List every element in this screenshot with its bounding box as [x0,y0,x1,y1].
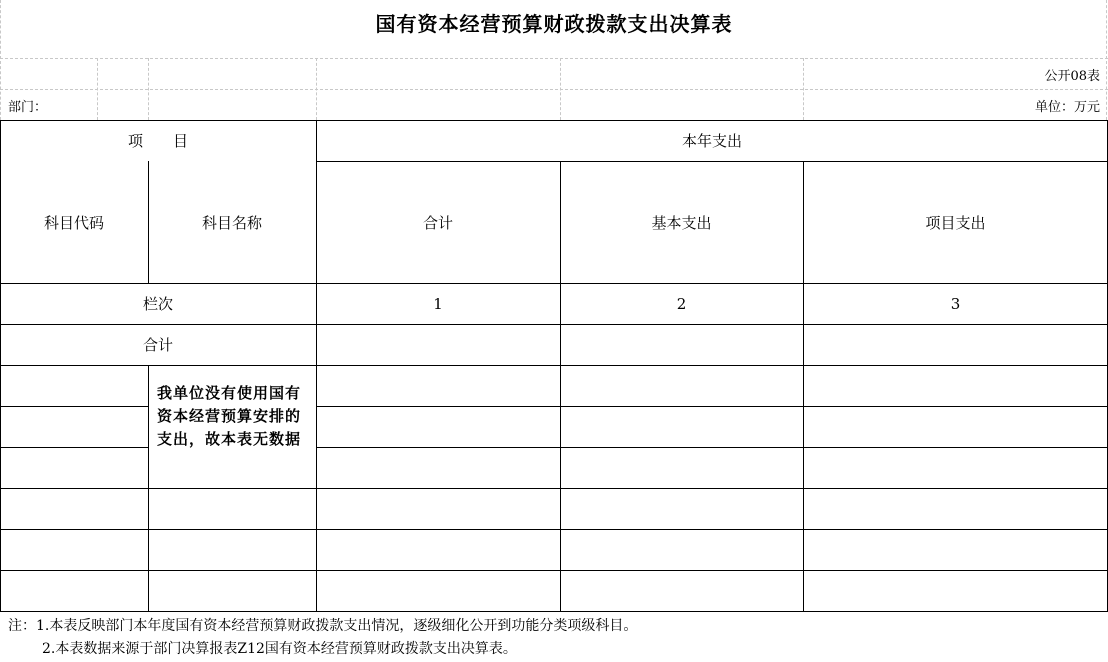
total-row-label: 合计 [142,336,173,354]
header-subject-name: 科目名称 [201,213,262,232]
column-index-3: 3 [950,294,961,313]
footnote-1: 注：1.本表反映部门本年度国有资本经营预算财政拨款支出情况，逐级细化公开到功能分类项级科目。 [8,618,638,634]
page-title: 国有资本经营预算财政拨款支出决算表 [375,12,733,36]
header-project: 项目支出 [925,213,986,232]
no-data-note: 我单位没有使用国有资本经营预算安排的支出，故本表无数据 [157,384,302,448]
gridline [316,58,317,120]
column-index-2: 2 [676,294,687,313]
department-label: 部门： [8,100,48,115]
gridline [97,58,98,120]
header-total: 合计 [422,213,453,232]
column-index-label: 栏次 [142,295,173,313]
header-current-year: 本年支出 [681,132,742,150]
header-subject-code: 科目代码 [43,213,104,232]
header-basic: 基本支出 [651,213,712,232]
form-code: 公开08表 [1044,69,1100,84]
footnote-2: 2.本表数据来源于部门决算报表Z12国有资本经营预算财政拨款支出决算表。 [42,641,517,657]
unit-label: 单位：万元 [1034,100,1100,115]
gridline [0,58,1108,59]
gridline [560,58,561,120]
column-index-1: 1 [433,294,443,313]
gridline [148,58,149,120]
gridline [803,58,804,120]
header-item: 项 目 [127,132,188,150]
gridline [0,89,1108,90]
